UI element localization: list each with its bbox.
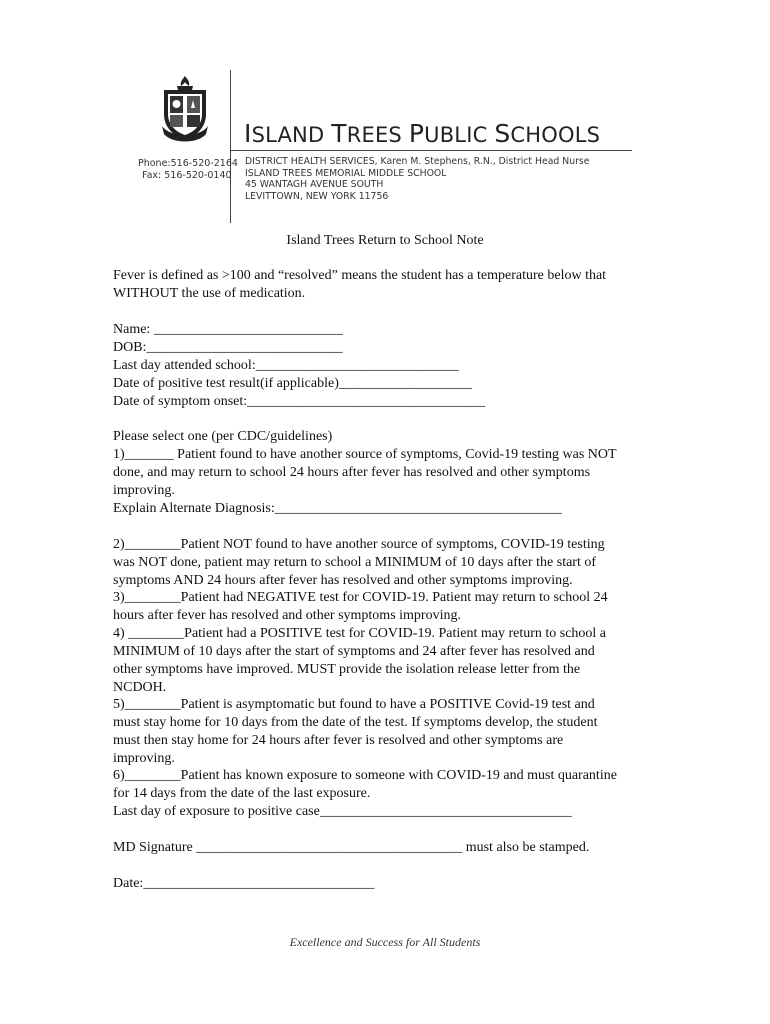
option-2-line[interactable]: 2)________Patient NOT found to have another source of symptoms, COVID-19 testing xyxy=(113,537,605,552)
option-4-line: MINIMUM of 10 days after the start of symptoms and 24 after fever has resolved and xyxy=(113,644,595,659)
document-title: Island Trees Return to School Note xyxy=(286,233,484,248)
select-instruction: Please select one (per CDC/guidelines) xyxy=(113,429,333,444)
option-2-line: symptoms AND 24 hours after fever has resolved and other symptoms improving. xyxy=(113,573,573,588)
phone-number: Phone:516-520-2164 xyxy=(138,158,238,169)
md-signature-field[interactable]: MD Signature ______________________________________ must also be stamped. xyxy=(113,840,590,855)
option-4-line[interactable]: 4) ________Patient had a POSITIVE test for COVID-19. Patient may return to school a xyxy=(113,626,607,641)
symptom-onset-field[interactable]: Date of symptom onset:__________________________________ xyxy=(113,394,486,409)
option-1-line: done, and may return to school 24 hours after fever has resolved and other symptoms xyxy=(113,465,591,480)
option-1-line[interactable]: 1)_______ Patient found to have another source of symptoms, Covid-19 testing was NOT xyxy=(113,447,617,462)
option-6-line[interactable]: 6)________Patient has known exposure to someone with COVID-19 and must quarantine xyxy=(113,768,617,783)
address-line: ISLAND TREES MEMORIAL MIDDLE SCHOOL xyxy=(245,167,447,179)
fax-number: Fax: 516-520-0140 xyxy=(142,170,232,181)
school-name: ISLAND TREES PUBLIC SCHOOLS xyxy=(244,119,601,148)
address-block xyxy=(245,156,589,203)
letterhead-vertical-rule xyxy=(230,70,231,223)
option-5-line: must then stay home for 24 hours after fever is resolved and other symptoms are xyxy=(113,733,564,748)
footer-motto: Excellence and Success for All Students xyxy=(289,935,481,949)
letterhead-horizontal-rule xyxy=(231,150,632,151)
address-line: DISTRICT HEALTH SERVICES, Karen M. Stephens, R.N., District Head Nurse xyxy=(245,156,590,167)
option-2-line: was NOT done, patient may return to school a MINIMUM of 10 days after the start of xyxy=(113,555,597,570)
contact-info xyxy=(138,158,238,182)
last-day-attended-field[interactable]: Last day attended school:_____________________________ xyxy=(113,358,459,373)
school-crest-logo xyxy=(160,74,210,146)
address-line: 45 WANTAGH AVENUE SOUTH xyxy=(245,179,384,191)
alternate-diagnosis-field[interactable]: Explain Alternate Diagnosis:_________________________________________ xyxy=(113,501,562,516)
address-line: LEVITTOWN, NEW YORK 11756 xyxy=(245,191,389,203)
option-3-line: hours after fever has resolved and other symptoms improving. xyxy=(113,608,461,623)
option-6-line: for 14 days from the date of the last exposure. xyxy=(113,786,371,801)
option-4-line: NCDOH. xyxy=(113,680,167,695)
intro-line: Fever is defined as >100 and “resolved” means the student has a temperature below that xyxy=(113,268,607,283)
option-1-line: improving. xyxy=(113,483,175,498)
option-5-line: must stay home for 10 days from the date of the test. If symptoms develop, the student xyxy=(113,715,598,730)
date-field[interactable]: Date:_________________________________ xyxy=(113,876,375,891)
intro-line: WITHOUT the use of medication. xyxy=(113,286,306,301)
dob-field[interactable]: DOB:____________________________ xyxy=(113,340,343,355)
option-5-line: improving. xyxy=(113,751,175,766)
positive-test-date-field[interactable]: Date of positive test result(if applicable)___________________ xyxy=(113,376,472,391)
last-exposure-field[interactable]: Last day of exposure to positive case____________________________________ xyxy=(113,804,572,819)
option-3-line[interactable]: 3)________Patient had NEGATIVE test for COVID-19. Patient may return to school 24 xyxy=(113,590,608,605)
name-field[interactable]: Name: ___________________________ xyxy=(113,322,343,337)
option-4-line: other symptoms have improved. MUST provide the isolation release letter from the xyxy=(113,662,581,677)
option-5-line[interactable]: 5)________Patient is asymptomatic but found to have a POSITIVE Covid-19 test and xyxy=(113,697,595,712)
